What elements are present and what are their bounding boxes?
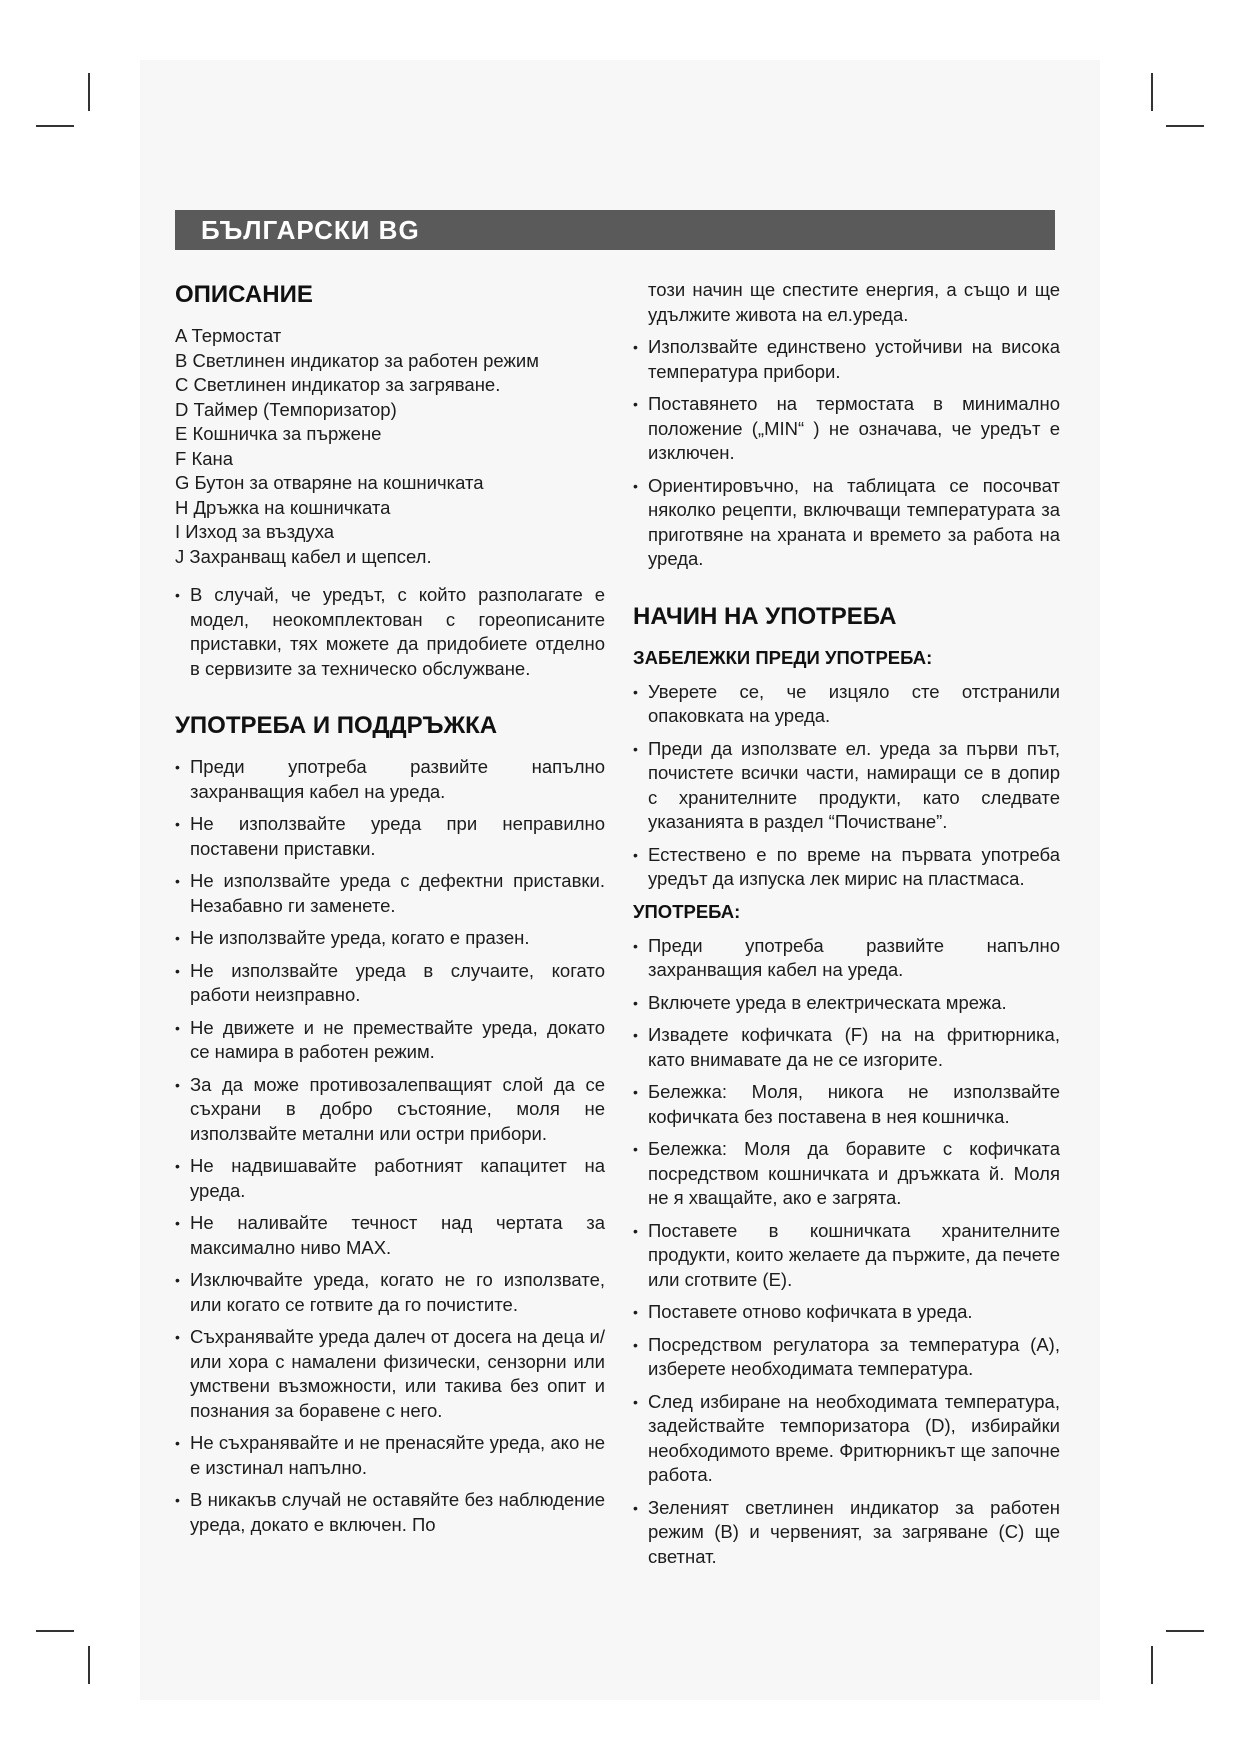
list-item: • Преди да използвате ел. уреда за първи път, почистете всички части, намиращи се в допир с хранителните продукти, като следвате указанията в раздел “Почистване”. (633, 737, 1060, 835)
list-item: • Бележка: Моля, никога не използвайте кофичката без поставена в нея кошничка. (633, 1080, 1060, 1129)
list-item: E Кошничка за пържене (175, 423, 382, 444)
method-heading: НАЧИН НА УПОТРЕБА (633, 602, 897, 630)
list-item: • Не надвишавайте работният капацитет на уреда. (175, 1154, 605, 1203)
crop-mark (1151, 73, 1153, 111)
crop-mark (36, 1630, 74, 1632)
continued-text: този начин ще спестите енергия, а също и ще удължите живота на ел.уреда. (648, 279, 1060, 325)
list-item: G Бутон за отваряне на кошничката (175, 472, 484, 493)
list-item: • Не използвайте уреда при неправилно поставени приставки. (175, 812, 605, 861)
list-item: • Преди употреба развийте напълно захранващия кабел на уреда. (633, 934, 1060, 983)
crop-mark (88, 1646, 90, 1684)
list-item: J Захранващ кабел и щепсел. (175, 545, 432, 567)
crop-mark (1166, 1630, 1204, 1632)
list-item: • Бележка: Моля да боравите с кофичката посредством кошничката и дръжката й. Моля не я хващайте, ако е загрята. (633, 1137, 1060, 1211)
left-column (175, 272, 605, 1545)
list-item: A Термостат (175, 325, 282, 346)
safety-list-continued (633, 335, 1060, 572)
list-item: • В никакъв случай не оставяйте без наблюдение уреда, докато е включен. По (175, 1488, 605, 1537)
crop-mark (36, 125, 74, 127)
list-item: • Не съхранявайте и не пренасяйте уреда, ако не е изстинал напълно. (175, 1431, 605, 1480)
usage-heading: УПОТРЕБА: (633, 900, 741, 922)
crop-mark (1166, 125, 1204, 127)
description-heading: ОПИСАНИЕ (175, 281, 313, 308)
list-item: B Светлинен индикатор за работен режим (175, 349, 539, 371)
list-item: F Кана (175, 447, 234, 469)
language-header: БЪЛГАРСКИ BG (175, 210, 1055, 250)
list-item: D Таймер (Темпоризатор) (175, 398, 397, 420)
list-item: • Не наливайте течност над чертата за максимално ниво MAX. (175, 1211, 605, 1260)
description-note (175, 583, 605, 681)
parts-list (175, 324, 605, 569)
list-item: H Дръжка на кошничката (175, 496, 391, 518)
list-item: • В случай, че уредът, с който разполагате е модел, неокомплектован с гореописаните приставки, тях можете да придобиете отделно в сервизите за техническо обслужване. (175, 583, 605, 681)
list-item: • Не използвайте уреда с дефектни приставки. Незабавно ги заменете. (175, 869, 605, 918)
usage-list (633, 934, 1060, 1570)
list-item: • За да може противозалепващият слой да се съхрани в добро състояние, моля не използвайте метални или остри прибори. (175, 1073, 605, 1147)
list-item: I Изход за въздуха (175, 521, 335, 542)
usage-maintenance-list (175, 755, 605, 1537)
list-item: • Ориентировъчно, на таблицата се посочват няколко рецепти, включващи температурата за приготвяне на храната и времето за работа на уреда. (633, 474, 1060, 572)
list-item: • Поставете в кошничката хранителните продукти, които желаете да пържите, да печете или сготвите (E). (633, 1219, 1060, 1293)
list-item: • Поставете отново кофичката в уреда. (633, 1300, 1060, 1325)
list-item: • Посредством регулатора за температура (A), изберете необходимата температура. (633, 1333, 1060, 1382)
list-item: • Извадете кофичката (F) на на фритюрника, като внимавате да не се изгорите. (633, 1023, 1060, 1072)
notes-before-use-heading: ЗАБЕЛЕЖКИ ПРЕДИ УПОТРЕБА: (633, 646, 933, 668)
list-item: • Не използвайте уреда в случаите, когато работи неизправно. (175, 959, 605, 1008)
list-item: • Не движете и не премествайте уреда, докато се намира в работен режим. (175, 1016, 605, 1065)
list-item: • Използвайте единствено устойчиви на висока температура прибори. (633, 335, 1060, 384)
list-item: • След избиране на необходимата температура, задействайте темпоризатора (D), избирайки необходимото време. Фритюрникът ще започне работа. (633, 1390, 1060, 1488)
list-item: • Поставянето на термостата в минимално положение („MIN“ ) не означава, че уредът е изключен. (633, 392, 1060, 466)
list-item: • Преди употреба развийте напълно захранващия кабел на уреда. (175, 755, 605, 804)
list-item: C Светлинен индикатор за загряване. (175, 374, 501, 395)
list-item: • Съхранявайте уреда далеч от досега на деца и/или хора с намалени физически, сензорни или умствени възможности, или такива без опит и познания за боравене с него. (175, 1325, 605, 1423)
crop-mark (1151, 1646, 1153, 1684)
list-item: • Уверете се, че изцяло сте отстранили опаковката на уреда. (633, 680, 1060, 729)
right-column (633, 278, 1060, 1577)
list-item: • Включете уреда в електрическата мрежа. (633, 991, 1060, 1016)
notes-before-use-list (633, 680, 1060, 892)
list-item: • Не използвайте уреда, когато е празен. (175, 926, 605, 951)
list-item: • Зеленият светлинен индикатор за работен режим (B) и червеният, за загряване (C) ще светнат. (633, 1496, 1060, 1570)
list-item: • Естествено е по време на първата употреба уредът да изпуска лек мирис на пластмаса. (633, 843, 1060, 892)
crop-mark (88, 73, 90, 111)
list-item: • Изключвайте уреда, когато не го използвате, или когато се готвите да го почистите. (175, 1268, 605, 1317)
usage-maintenance-heading: УПОТРЕБА И ПОДДРЪЖКА (175, 712, 498, 739)
